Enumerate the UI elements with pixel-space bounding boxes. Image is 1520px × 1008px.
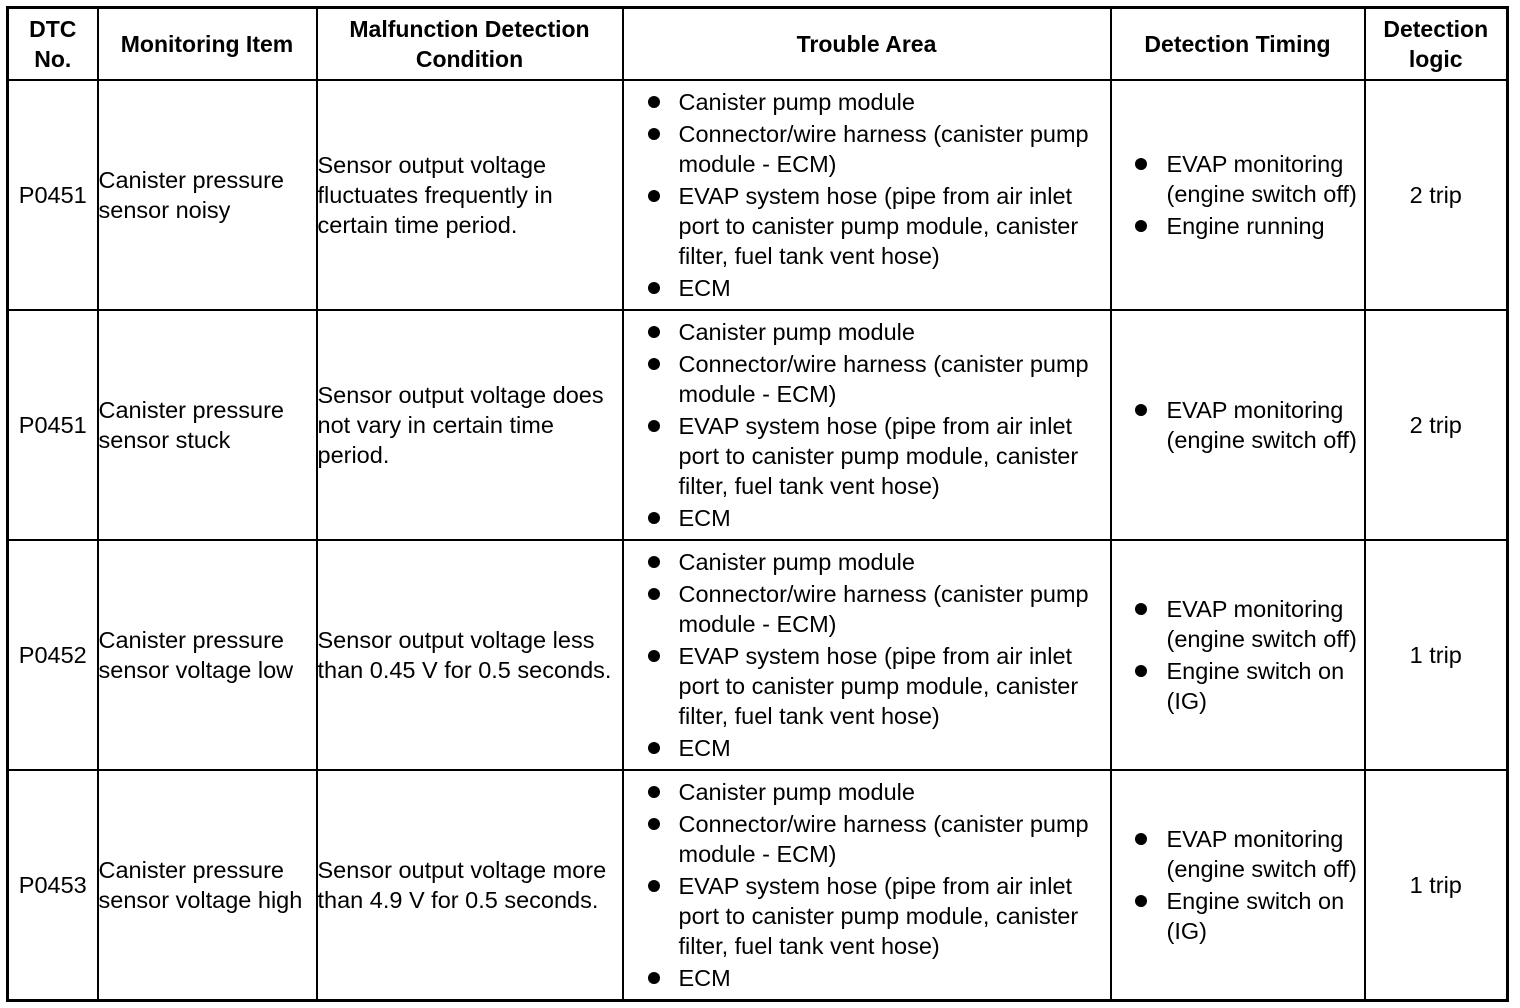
detection-timing-cell: [1111, 770, 1365, 1001]
list-item: [624, 503, 1110, 533]
bullet-icon: [648, 190, 660, 202]
list-item-text: EVAP system hose (pipe from air inlet port to canister pump module, canister filter, fuel tank vent hose): [678, 413, 1079, 499]
bullet-list: [624, 317, 1110, 533]
list-item: [624, 547, 1110, 577]
list-item: [624, 963, 1110, 993]
bullet-icon: [1135, 404, 1147, 416]
bullet-list: [624, 87, 1110, 303]
list-item-text: Canister pump module: [678, 779, 915, 805]
bullet-list: [1112, 594, 1364, 716]
table-row: [8, 80, 1508, 310]
bullet-icon: [648, 818, 660, 830]
bullet-icon: [648, 420, 660, 432]
list-item: [624, 119, 1110, 179]
list-item-text: EVAP monitoring (engine switch off): [1166, 826, 1357, 882]
list-item-text: ECM: [678, 275, 731, 301]
trouble-area-cell: [623, 80, 1111, 310]
trouble-area-cell: [623, 540, 1111, 770]
table-row: [8, 770, 1508, 1001]
dtc-no-cell: P0451: [8, 80, 98, 310]
list-item-text: EVAP system hose (pipe from air inlet port to canister pump module, canister filter, fuel tank vent hose): [678, 643, 1079, 729]
list-item: [624, 273, 1110, 303]
table-body: [8, 80, 1508, 1001]
bullet-icon: [648, 358, 660, 370]
list-item: [1112, 594, 1364, 654]
header-detection-timing: Detection Timing: [1111, 8, 1365, 81]
table-row: [8, 540, 1508, 770]
list-item-text: Connector/wire harness (canister pump module - ECM): [678, 121, 1089, 177]
header-detection-logic: Detection logic: [1365, 8, 1508, 81]
list-item-text: Canister pump module: [678, 89, 915, 115]
header-trouble-area: Trouble Area: [623, 8, 1111, 81]
condition-cell: Sensor output voltage does not vary in certain time period.: [317, 310, 623, 540]
list-item: [1112, 211, 1364, 241]
list-item-text: EVAP monitoring (engine switch off): [1166, 596, 1357, 652]
list-item: [624, 579, 1110, 639]
list-item-text: EVAP monitoring (engine switch off): [1166, 151, 1357, 207]
bullet-icon: [648, 96, 660, 108]
condition-cell: Sensor output voltage more than 4.9 V for 0.5 seconds.: [317, 770, 623, 1001]
list-item: [624, 777, 1110, 807]
monitoring-item-cell: Canister pressure sensor stuck: [98, 310, 317, 540]
detection-timing-cell: [1111, 80, 1365, 310]
dtc-no-cell: P0453: [8, 770, 98, 1001]
list-item-text: ECM: [678, 505, 731, 531]
bullet-icon: [648, 650, 660, 662]
detection-timing-cell: [1111, 540, 1365, 770]
trouble-area-cell: [623, 310, 1111, 540]
list-item: [1112, 395, 1364, 455]
list-item: [624, 809, 1110, 869]
bullet-icon: [648, 588, 660, 600]
bullet-icon: [648, 880, 660, 892]
bullet-list: [1112, 824, 1364, 946]
list-item-text: Connector/wire harness (canister pump module - ECM): [678, 811, 1089, 867]
dtc-no-cell: P0452: [8, 540, 98, 770]
detection-logic-cell: 1 trip: [1365, 770, 1508, 1001]
bullet-icon: [1135, 895, 1147, 907]
bullet-icon: [648, 742, 660, 754]
list-item-text: EVAP monitoring (engine switch off): [1166, 397, 1357, 453]
condition-cell: Sensor output voltage less than 0.45 V for 0.5 seconds.: [317, 540, 623, 770]
monitoring-item-cell: Canister pressure sensor noisy: [98, 80, 317, 310]
list-item-text: Connector/wire harness (canister pump module - ECM): [678, 351, 1089, 407]
list-item-text: EVAP system hose (pipe from air inlet port to canister pump module, canister filter, fuel tank vent hose): [678, 183, 1079, 269]
list-item-text: ECM: [678, 965, 731, 991]
list-item-text: ECM: [678, 735, 731, 761]
header-dtc-no: DTC No.: [8, 8, 98, 81]
header-row: [8, 8, 1508, 81]
bullet-icon: [648, 972, 660, 984]
monitoring-item-cell: Canister pressure sensor voltage high: [98, 770, 317, 1001]
dtc-no-cell: P0451: [8, 310, 98, 540]
bullet-list: [1112, 395, 1364, 455]
list-item-text: Engine switch on (IG): [1166, 658, 1345, 714]
bullet-icon: [648, 556, 660, 568]
list-item: [624, 641, 1110, 731]
list-item: [624, 733, 1110, 763]
header-monitoring-item: Monitoring Item: [98, 8, 317, 81]
dtc-table: [6, 6, 1509, 1002]
list-item: [1112, 656, 1364, 716]
list-item: [624, 317, 1110, 347]
list-item-text: Connector/wire harness (canister pump module - ECM): [678, 581, 1089, 637]
detection-logic-cell: 2 trip: [1365, 310, 1508, 540]
list-item: [624, 87, 1110, 117]
bullet-list: [624, 547, 1110, 763]
bullet-icon: [648, 128, 660, 140]
bullet-icon: [1135, 158, 1147, 170]
detection-logic-cell: 2 trip: [1365, 80, 1508, 310]
bullet-icon: [1135, 603, 1147, 615]
list-item-text: Engine running: [1166, 213, 1325, 239]
list-item: [1112, 149, 1364, 209]
bullet-icon: [1135, 665, 1147, 677]
list-item: [624, 411, 1110, 501]
bullet-icon: [1135, 220, 1147, 232]
list-item-text: Engine switch on (IG): [1166, 888, 1345, 944]
list-item-text: EVAP system hose (pipe from air inlet port to canister pump module, canister filter, fuel tank vent hose): [678, 873, 1079, 959]
list-item: [1112, 824, 1364, 884]
trouble-area-cell: [623, 770, 1111, 1001]
bullet-list: [624, 777, 1110, 993]
list-item-text: Canister pump module: [678, 549, 915, 575]
condition-cell: Sensor output voltage fluctuates frequently in certain time period.: [317, 80, 623, 310]
bullet-icon: [1135, 833, 1147, 845]
list-item: [624, 871, 1110, 961]
list-item: [624, 181, 1110, 271]
detection-logic-cell: 1 trip: [1365, 540, 1508, 770]
list-item-text: Canister pump module: [678, 319, 915, 345]
list-item: [624, 349, 1110, 409]
bullet-list: [1112, 149, 1364, 241]
bullet-icon: [648, 326, 660, 338]
bullet-icon: [648, 512, 660, 524]
table-row: [8, 310, 1508, 540]
header-malfunction-condition: Malfunction Detection Condition: [317, 8, 623, 81]
detection-timing-cell: [1111, 310, 1365, 540]
monitoring-item-cell: Canister pressure sensor voltage low: [98, 540, 317, 770]
list-item: [1112, 886, 1364, 946]
bullet-icon: [648, 786, 660, 798]
bullet-icon: [648, 282, 660, 294]
